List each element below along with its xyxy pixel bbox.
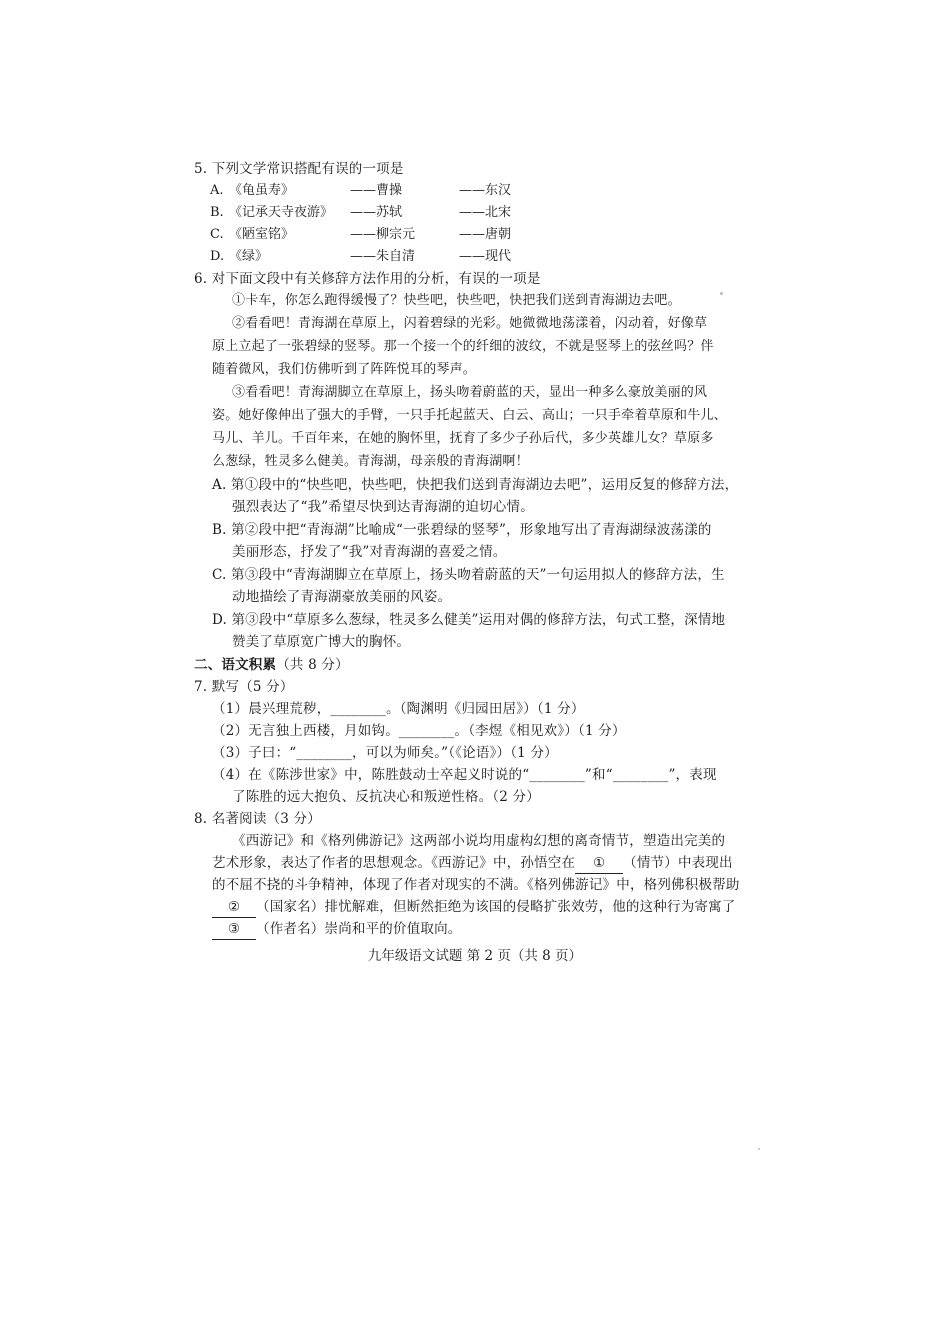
scan-speck [758,1148,760,1150]
q6-option-c: C. 第③段中“青海湖脚立在草原上，扬头吻着蔚蓝的天”一句运用拟人的修辞方法，生 [212,567,725,583]
q5-option-author-d: ——朱自清 [350,249,416,264]
q8-line-text: （情节）中表现出 [623,855,733,871]
q7-item-2-pre: 无言独上西楼，月如钩。 [248,723,399,739]
q7-item-1-pre: 晨兴理荒秽， [248,701,331,717]
section-score: （共 8 分） [276,657,349,673]
q7-item-1-blank[interactable]: ________ [330,701,387,717]
q6-option-c-cont: 动地描绘了青海湖豪放美丽的风姿。 [232,589,452,605]
q7-item-4-num: （4） [212,767,249,783]
q8-line [212,897,736,918]
q7-item-2-post: 。（李煜《相见欢》）（1 分） [454,723,626,739]
q5-option-label-b: B. [210,205,224,220]
q5-stem: 5. 下列文学常识搭配有误的一项是 [194,161,404,177]
q5-option-work-c: 《陋室铭》 [229,227,295,242]
q5-option-label-d: D. [210,249,225,264]
q6-option-d-cont: 赞美了草原宽广博大的胸怀。 [232,634,411,650]
q5-option-era-d: ——现代 [459,249,512,264]
q6-passage-line: 马儿、羊儿。千百年来，在她的胸怀里，抚育了多少子孙后代，多少英雄儿女？草原多 [212,431,714,446]
q6-option-b: B. 第②段中把“青海湖”比喻成“一张碧绿的竖琴”，形象地写出了青海湖绿波荡漾的 [212,522,712,538]
q7-item-4-blank-1[interactable]: ________ [529,767,585,783]
q7-item-4-mid: ”和“ [584,767,613,783]
q8-stem: 8. 名著阅读（3 分） [194,811,321,827]
q5-option-author-c: ——柳宗元 [350,227,416,242]
q6-option-d: D. 第③段中“草原多么葱绿，牲灵多么健美”运用对偶的修辞方法，句式工整，深情地 [212,612,726,628]
q6-passage-line: 姿。她好像伸出了强大的手臂，一只手托起蓝天、白云、高山；一只手牵着草原和牛儿、 [212,408,727,423]
q7-item-1 [212,699,585,719]
q8-line-text: （作者名）崇尚和平的价值取向。 [256,921,462,937]
q7-item-4 [212,765,717,785]
q7-item-3-pre: 子曰：“ [248,745,297,761]
q6-option-b-cont: 美丽形态，抒发了“我”对青海湖的喜爱之情。 [232,544,507,560]
q7-item-3-blank[interactable]: ________ [296,745,353,761]
q7-item-3-num: （3） [212,745,249,761]
q8-blank-1[interactable]: ① [575,853,623,874]
q5-option-work-a: 《龟虽寿》 [229,183,295,198]
q6-passage-line: 随着微风，我们仿佛听到了阵阵悦耳的琴声。 [212,362,477,377]
q6-stem: 6. 对下面文段中有关修辞方法作用的分析，有误的一项是 [194,271,541,287]
q7-item-4-cont: 了陈胜的远大抱负、反抗决心和叛逆性格。（2 分） [232,789,540,805]
q8-line-text: 艺术形象，表达了作者的思想观念。《西游记》中，孙悟空在 [212,855,576,871]
scan-speck [720,292,723,295]
q5-option-work-d: 《绿》 [229,249,269,264]
q7-item-1-post: 。（陶渊明《归园田居》）（1 分） [386,701,585,717]
q8-blank-3[interactable]: ③ [212,919,256,940]
q7-item-4-pre: 在《陈涉世家》中，陈胜鼓动士卒起义时说的“ [248,767,530,783]
section-title: 二、语文积累 [194,657,277,673]
q6-passage-line: 原上立起了一张碧绿的竖琴。那一个接一个的纤细的波纹，不就是竖琴上的弦丝吗？伴 [212,339,714,354]
q7-item-4-blank-2[interactable]: ________ [612,767,669,783]
q5-option-label-c: C. [210,227,224,242]
q7-item-4-post: ”，表现 [668,767,717,783]
q7-item-3-post: ，可以为师矣。”（《论语》）（1 分） [352,745,558,761]
q8-line-text: （国家名）排忧解难，但断然拒绝为该国的侵略扩张效劳，他的这种行为寄寓了 [256,899,736,915]
q7-item-3 [212,743,558,763]
q8-line [212,919,462,940]
section-heading [194,655,349,675]
q5-option-label-a: A. [210,183,224,198]
q8-line: 的不屈不挠的斗争精神，体现了作者对现实的不满。《格列佛游记》中，格列佛积极帮助 [212,877,740,893]
q8-blank-2[interactable]: ② [212,897,256,918]
q6-passage-line: 么葱绿，牲灵多么健美。青海湖，母亲般的青海湖啊！ [212,454,529,469]
q6-passage-line: ①卡车，你怎么跑得缓慢了？快些吧，快些吧，快把我们送到青海湖边去吧。 [232,293,681,308]
q5-option-era-a: ——东汉 [459,183,512,198]
q7-item-2-num: （2） [212,723,249,739]
q7-item-2 [212,721,626,741]
q8-line: 《西游记》和《格列佛游记》这两部小说均用虚构幻想的离奇情节，塑造出完美的 [232,833,726,849]
q6-passage-line: ③看看吧！青海湖脚立在草原上，扬头吻着蔚蓝的天，显出一种多么豪放美丽的风 [232,385,708,400]
q6-option-a-cont: 强烈表达了“我”希望尽快到达青海湖的迫切心情。 [232,499,534,515]
q7-item-1-num: （1） [212,701,249,717]
q5-option-author-a: ——曹操 [350,183,403,198]
q5-option-era-c: ——唐朝 [459,227,512,242]
q8-line [212,853,733,874]
q6-passage-line: ②看看吧！青海湖在草原上，闪着碧绿的光彩。她微微地荡漾着，闪动着，好像草 [232,316,708,331]
q5-option-era-b: ——北宋 [459,205,512,220]
q7-item-2-blank[interactable]: ________ [398,723,455,739]
page-footer: 九年级语文试题 第 2 页（共 8 页） [367,948,583,964]
q7-stem: 7. 默写（5 分） [194,679,294,695]
q5-option-author-b: ——苏轼 [350,205,403,220]
q6-option-a: A. 第①段中的“快些吧，快些吧，快把我们送到青海湖边去吧”，运用反复的修辞方法， [212,477,739,493]
q5-option-work-b: 《记承天寺夜游》 [229,205,334,220]
